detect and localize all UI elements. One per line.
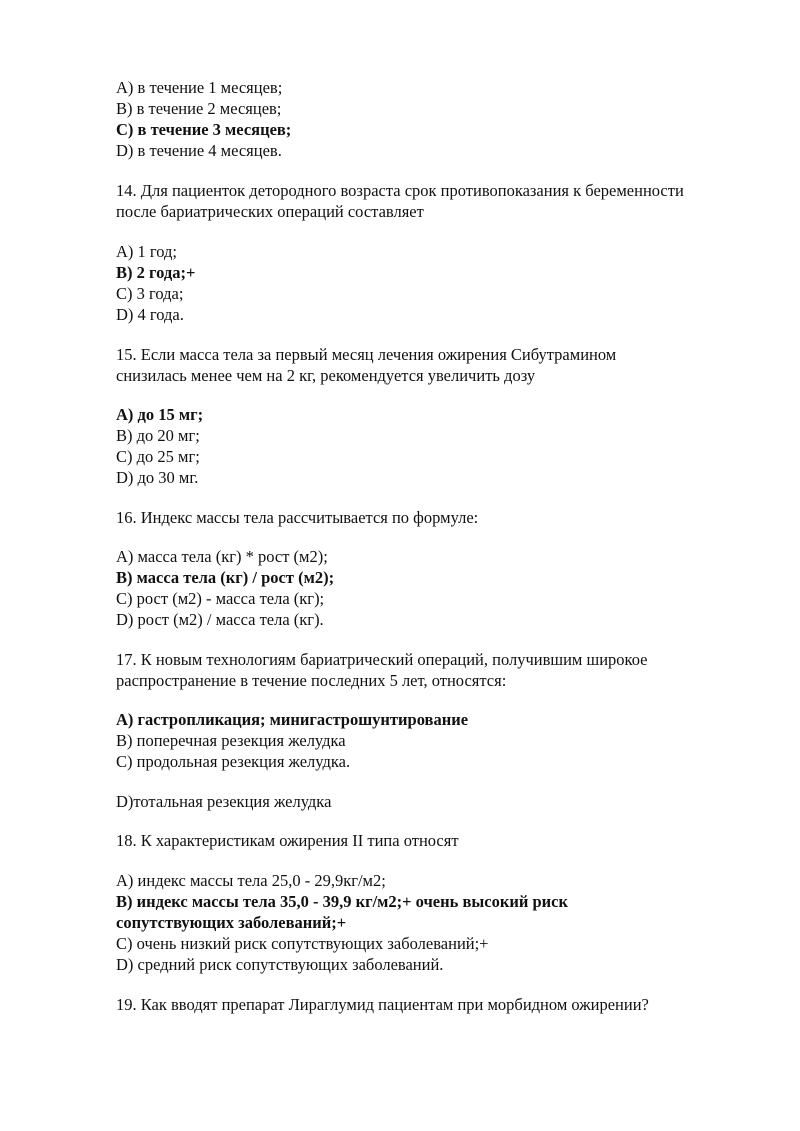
answer-17-b: B) поперечная резекция желудка [116,731,346,750]
answer-17-a-correct: A) гастропликация; минигастрошунтирование [116,710,469,729]
question-15-line-1: 15. Если масса тела за первый месяц лечения ожирения Сибутрамином [116,345,617,364]
answer-16-b-correct: B) масса тела (кг) / рост (м2); [116,568,335,587]
answer-18-b-correct-line-2: сопутствующих заболеваний;+ [116,913,347,932]
answer-15-a-correct: A) до 15 мг; [116,405,204,424]
answer-18-b-correct-line-1: B) индекс массы тела 35,0 - 39,9 кг/м2;+ очень высокий риск [116,892,568,911]
answer-14-d: D) 4 года. [116,305,184,324]
answer-16-c: C) рост (м2) - масса тела (кг); [116,589,325,608]
answer-14-a: A) 1 год; [116,242,178,261]
answer-15-b: B) до 20 мг; [116,426,200,445]
answer-15-c: C) до 25 мг; [116,447,200,466]
answer-17-d: D)тотальная резекция желудка [116,792,332,811]
question-15-line-2: снизилась менее чем на 2 кг, рекомендуется увеличить дозу [116,366,536,385]
answer-18-a: A) индекс массы тела 25,0 - 29,9кг/м2; [116,871,386,890]
question-16: 16. Индекс массы тела рассчитывается по формуле: [116,508,479,527]
answer-16-a: A) масса тела (кг) * рост (м2); [116,547,328,566]
answer-16-d: D) рост (м2) / масса тела (кг). [116,610,324,629]
answer-17-c: C) продольная резекция желудка. [116,752,351,771]
question-19: 19. Как вводят препарат Лираглумид пациентам при морбидном ожирении? [116,995,649,1014]
answer-14-b-correct: B) 2 года;+ [116,263,196,282]
question-14-line-2: после бариатрических операций составляет [116,202,424,221]
answer-18-c: C) очень низкий риск сопутствующих заболеваний;+ [116,934,489,953]
answer-13-a: A) в течение 1 месяцев; [116,78,283,97]
question-17-line-1: 17. К новым технологиям бариатрический операций, получившим широкое [116,650,648,669]
answer-13-d: D) в течение 4 месяцев. [116,141,282,160]
answer-18-d: D) средний риск сопутствующих заболеваний. [116,955,444,974]
answer-15-d: D) до 30 мг. [116,468,199,487]
answer-13-b: B) в течение 2 месяцев; [116,99,282,118]
question-18: 18. К характеристикам ожирения II типа относят [116,831,459,850]
answer-14-c: C) 3 года; [116,284,184,303]
answer-13-c-correct: C) в течение 3 месяцев; [116,120,292,139]
question-14-line-1: 14. Для пациенток детородного возраста срок противопоказания к беременности [116,181,684,200]
question-17-line-2: распространение в течение последних 5 лет, относятся: [116,671,507,690]
